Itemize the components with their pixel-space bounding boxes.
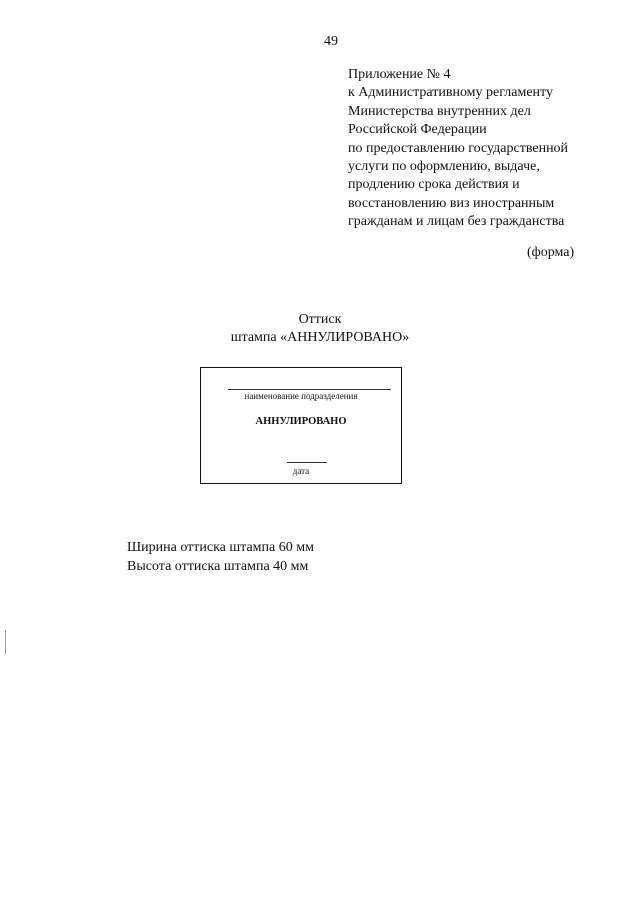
appendix-line: к Административному регламенту — [348, 85, 553, 101]
page-number: 49 — [324, 34, 338, 49]
appendix-line: восстановлению виз иностранным — [348, 195, 555, 211]
stamp-date-label: дата — [292, 466, 310, 476]
appendix-line: продлению срока действия и — [348, 177, 520, 193]
appendix-line: Российской Федерации — [348, 122, 487, 138]
stamp-width-text: Ширина оттиска штампа 60 мм — [127, 540, 314, 555]
appendix-heading — [348, 66, 568, 232]
appendix-line: гражданам и лицам без гражданства — [348, 214, 565, 230]
stamp-dimensions — [127, 538, 314, 576]
stamp-unit-label: наименование подразделения — [244, 391, 358, 401]
stamp-frame — [200, 367, 402, 484]
stamp-caption-line1: Оттиск — [298, 312, 342, 327]
stamp-caption-line2: штампа «АННУЛИРОВАНО» — [230, 330, 410, 345]
stamp-unit-line — [228, 389, 391, 390]
stamp-height-text: Высота оттиска штампа 40 мм — [127, 559, 309, 574]
appendix-line: Министерства внутренних дел — [348, 103, 531, 119]
stamp-text: АННУЛИРОВАНО — [255, 416, 347, 427]
scan-margin-mark — [5, 630, 6, 654]
form-label: (форма) — [527, 245, 575, 260]
appendix-line: услуги по оформлению, выдаче, — [348, 159, 540, 175]
stamp-caption — [200, 311, 440, 347]
appendix-line: Приложение № 4 — [348, 67, 451, 82]
appendix-line: по предоставлению государственной — [348, 140, 569, 156]
stamp-date-line — [287, 462, 327, 463]
